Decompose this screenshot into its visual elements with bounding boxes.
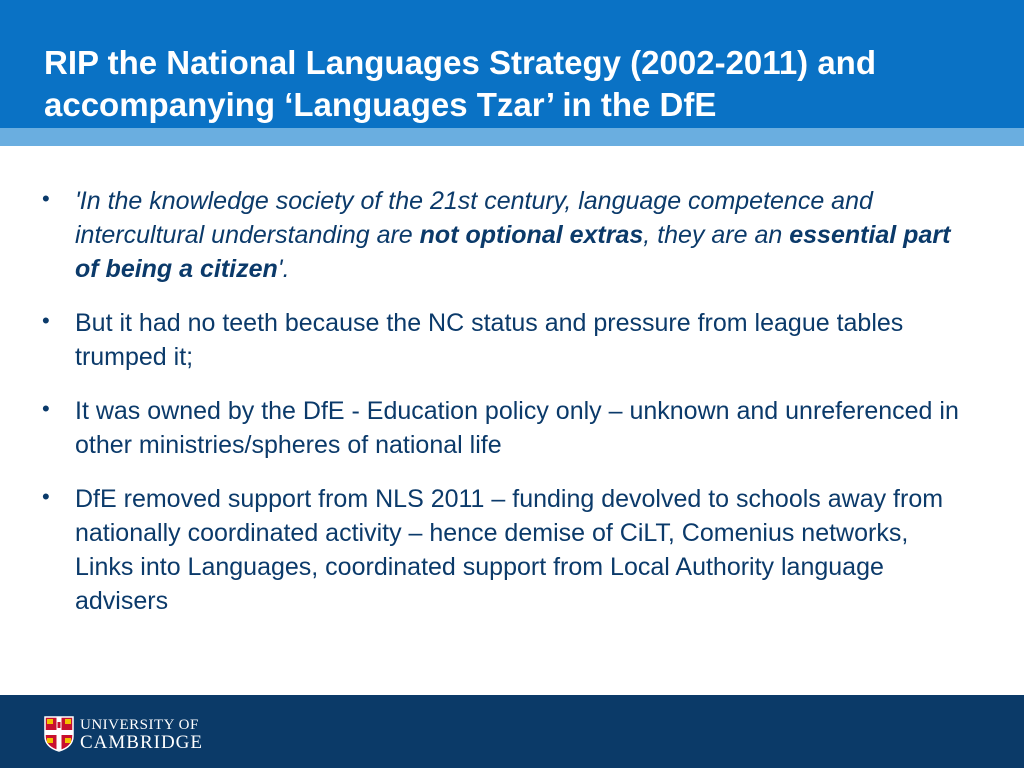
bullet-item (42, 482, 972, 618)
bullet-marker: • (42, 484, 50, 509)
bullet-marker: • (42, 396, 50, 421)
slide-title: RIP the National Languages Strategy (2002-2011) and accompanying ‘Languages Tzar’ in the DfE (44, 44, 876, 123)
bullet-item (42, 306, 972, 374)
quote-part: , they are an (643, 221, 790, 249)
bullet-text: But it had no teeth because the NC status and pressure from league tables trumped it; (75, 309, 904, 371)
logo-wordmark (80, 717, 203, 751)
quote-part: 'In the knowledge society of the 21st century, language competence and intercultural understanding are (75, 187, 873, 249)
bullet-marker: • (42, 186, 50, 211)
bullet-marker: • (42, 308, 50, 333)
quote-emphasis: essential part of being a citizen (75, 221, 951, 283)
quote-part: '. (277, 255, 290, 283)
title-banner-stripe (0, 128, 1024, 146)
bullet-item (42, 394, 972, 462)
bullet-text-quote (75, 187, 950, 283)
bullet-text: DfE removed support from NLS 2011 – funding devolved to schools away from nationally coordinated activity – hence demise of CiLT, Comenius networks, Links into Languages, coordinated support from Local Authority language advisers (75, 485, 944, 615)
bullet-item (42, 184, 972, 286)
bullet-text: It was owned by the DfE - Education policy only – unknown and unreferenced in other ministries/spheres of national life (75, 397, 959, 459)
logo-line-2: CAMBRIDGE (80, 732, 204, 753)
university-crest-icon (44, 716, 74, 752)
university-logo (44, 716, 203, 752)
slide-body (42, 184, 972, 638)
logo-line-1: UNIVERSITY OF (80, 717, 199, 733)
quote-emphasis: not optional extras (419, 221, 644, 249)
